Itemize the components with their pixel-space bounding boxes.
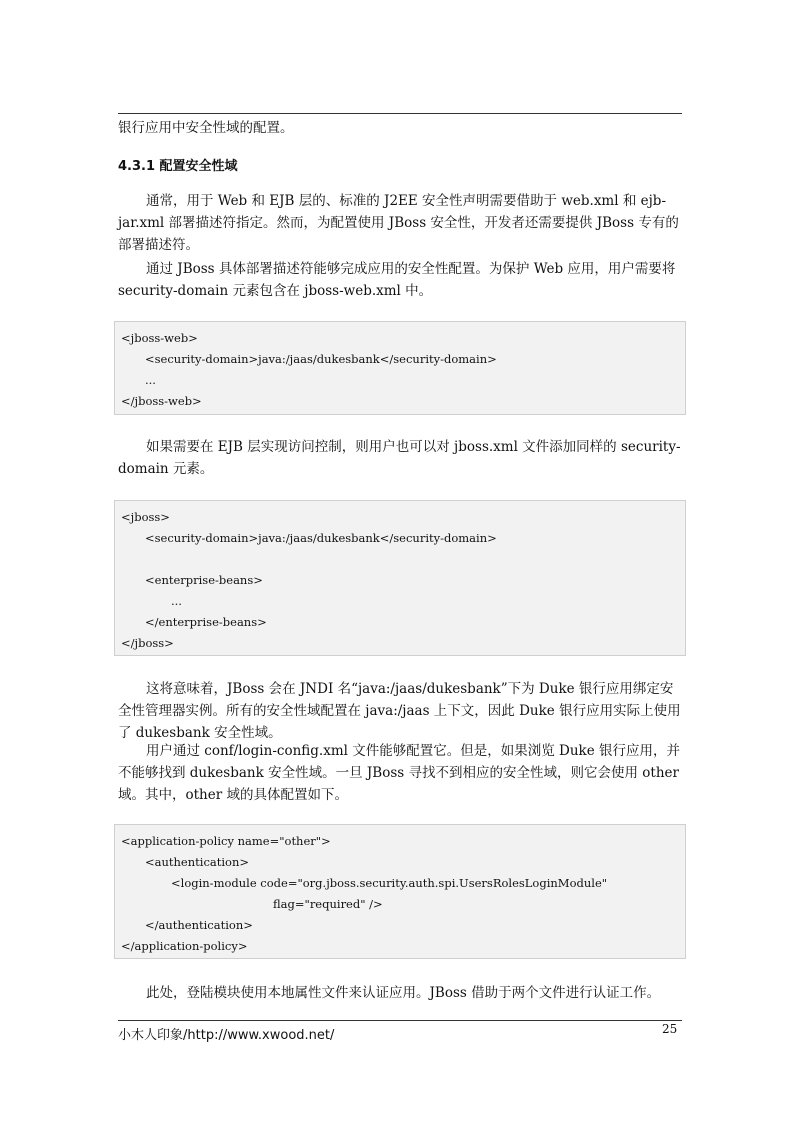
code-block-jboss-web (114, 321, 686, 415)
paragraph-1: 通常，用于 Web 和 EJB 层的、标准的 J2EE 安全性声明需要借助于 web.xml 和 ejb-jar.xml 部署描述符指定。然而，为配置使用 JBoss 安全性，开发者还需要提供 JBoss 专有的部署描述符。 (118, 193, 679, 253)
paragraph-5: 用户通过 conf/login-config.xml 文件能够配置它。但是，如果浏览 Duke 银行应用，并不能够找到 dukesbank 安全性域。一旦 JBoss 寻找不到相应的安全性域，则它会使用 other 域。其中，other 域的具体配置如下。 (118, 743, 680, 803)
code-block-jboss (114, 500, 686, 656)
code-line: <authentication> (145, 855, 249, 869)
code-line: <security-domain>java:/jaas/dukesbank</security-domain> (145, 531, 497, 545)
footer-site: 小木人印象/http://www.xwood.net/ (118, 1028, 335, 1043)
code-line: flag="required" /> (273, 897, 383, 911)
code-line: </enterprise-beans> (145, 615, 267, 629)
page-number: 25 (662, 1022, 678, 1036)
code-line: </jboss-web> (121, 394, 202, 408)
code-line: </jboss> (121, 636, 174, 650)
code-line: ... (145, 373, 156, 387)
section-heading: 4.3.1 配置安全性域 (118, 159, 238, 174)
code-line: ... (171, 594, 182, 608)
code-line: <enterprise-beans> (145, 573, 263, 587)
code-line: </authentication> (145, 918, 253, 932)
paragraph-intro: 银行应用中安全性域的配置。 (118, 120, 294, 136)
code-block-application-policy (114, 824, 686, 959)
paragraph-6: 此处，登陆模块使用本地属性文件来认证应用。JBoss 借助于两个文件进行认证工作。 (146, 985, 661, 1001)
code-line: <jboss> (121, 510, 170, 524)
footer-rule (118, 1020, 682, 1021)
code-line: <jboss-web> (121, 331, 198, 345)
code-line: <application-policy name="other"> (121, 834, 331, 848)
paragraph-2: 通过 JBoss 具体部署描述符能够完成应用的安全性配置。为保护 Web 应用，用户需要将 security-domain 元素包含在 jboss-web.xml 中。 (118, 261, 676, 299)
paragraph-4: 这将意味着，JBoss 会在 JNDI 名“java:/jaas/dukesbank”下为 Duke 银行应用绑定安全性管理器实例。所有的安全性域配置在 java:/jaas 上下文，因此 Duke 银行应用实际上使用了 dukesbank 安全性域。 (118, 681, 681, 741)
code-line (121, 549, 679, 570)
code-line: <security-domain>java:/jaas/dukesbank</security-domain> (145, 352, 497, 366)
code-line: </application-policy> (121, 939, 248, 953)
paragraph-3: 如果需要在 EJB 层实现访问控制，则用户也可以对 jboss.xml 文件添加同样的 security-domain 元素。 (118, 439, 681, 477)
code-line: <login-module code="org.jboss.security.auth.spi.UsersRolesLoginModule" (171, 876, 608, 890)
header-rule (118, 113, 682, 114)
